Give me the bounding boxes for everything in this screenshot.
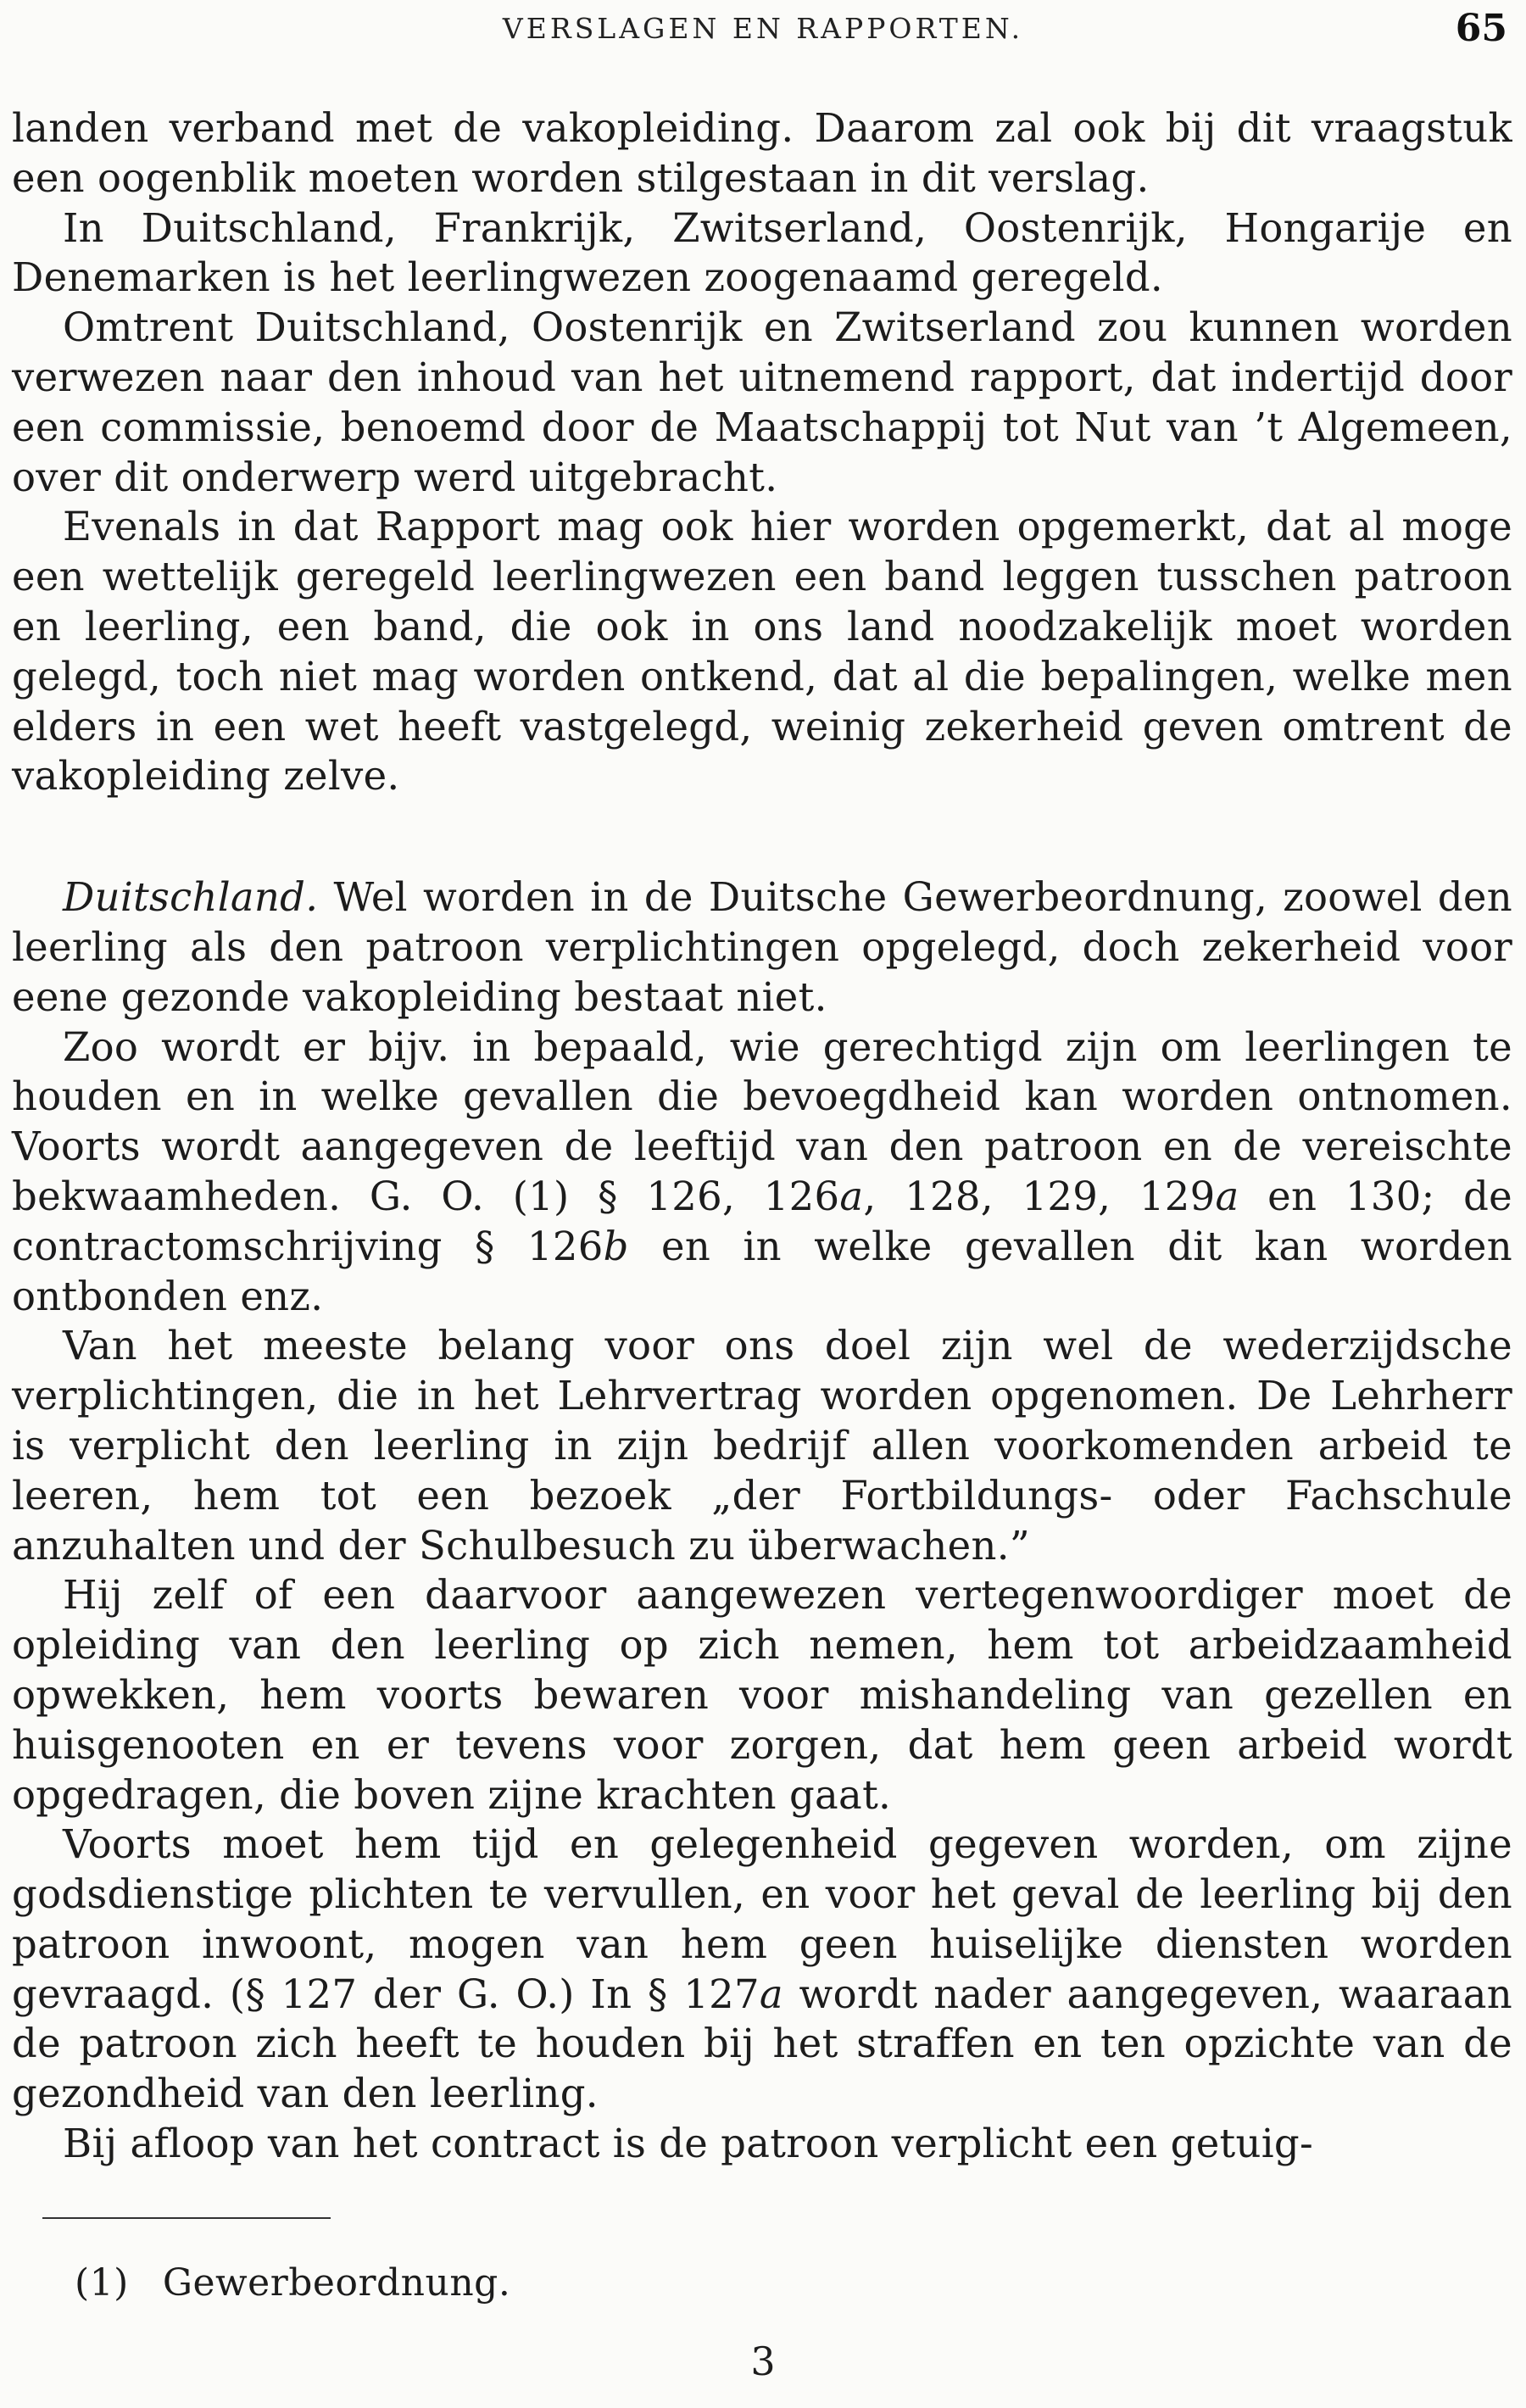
paragraph: Omtrent Duitschland, Oostenrijk en Zwitserland zou kunnen worden verwezen naar den inhoud van het uitnemend rapport, dat indertijd door een commissie, benoemd door de Maatschappij tot Nut van ’t Algemeen, over dit onderwerp werd uitgebracht. <box>12 304 1512 500</box>
text-run: en in welke gevallen dit kan worden ontbonden enz. <box>12 1223 1512 1319</box>
paragraph: landen verband met de vakopleiding. Daarom zal ook bij dit vraagstuk een oogenblik moeten worden stilgestaan in dit verslag. <box>12 105 1512 201</box>
text-run: wordt nader aangegeven, waaraan de patroon zich heeft te houden bij het straffen en ten opzichte van de gezondheid van den leerling. <box>12 1970 1512 2117</box>
text-run: en 130; de contractomschrijving § 126 <box>12 1173 1512 1269</box>
running-title: VERSLAGEN EN RAPPORTEN. <box>502 12 1024 45</box>
paragraph: Van het meeste belang voor ons doel zijn wel de wederzijdsche verplichtingen, die in het Lehrvertrag worden opgenomen. De Lehrherr is verplicht den leerling in zijn bedrijf allen voorkomenden arbeid te leeren, hem tot een bezoek „der Fortbildungs- oder Fachschule anzuhalten und der Schulbesuch zu überwachen.” <box>12 1323 1512 1569</box>
text-run: , 128, 129, 129 <box>863 1173 1216 1219</box>
body-text <box>12 103 1512 2169</box>
italic-run: a <box>1215 1173 1239 1219</box>
page-header <box>0 7 1526 58</box>
footnote-text: Gewerbeordnung. <box>162 2261 511 2305</box>
page-number: 65 <box>1455 7 1507 50</box>
section-intro-text: Wel worden in de Duitsche Gewerbeordnung, zoowel den leerling als den patroon verplichtingen opgelegd, doch zekerheid voor eene gezonde vakopleiding bestaat niet. <box>12 874 1512 1020</box>
section-heading: Duitschland. <box>63 874 319 921</box>
paragraph: Evenals in dat Rapport mag ook hier worden opgemerkt, dat al moge een wettelijk geregeld leerlingwezen een band leggen tusschen patroon en leerling, een band, die ook in ons land noodzakelijk moet worden gelegd, toch niet mag worden ontkend, dat al die bepalingen, welke men elders in een wet heeft vastgelegd, weinig zekerheid geven omtrent de vakopleiding zelve. <box>12 504 1512 800</box>
paragraph: Bij afloop van het contract is de patroon verplicht een getuig- <box>63 2121 1313 2167</box>
text-run: Voorts moet hem tijd en gelegenheid gegeven worden, om zijne godsdienstige plichten te vervullen, en voor het geval de leerling bij den patroon inwoont, mogen van hem geen huiselijke diensten worden gevraagd. (§ 127 der G. O.) In § 127 <box>12 1821 1512 2017</box>
sheet-number: 3 <box>750 2338 776 2384</box>
footnote <box>75 2260 510 2307</box>
paragraph: Hij zelf of een daarvoor aangewezen vertegenwoordiger moet de opleiding van den leerling op zich nemen, hem tot arbeidzaamheid opwekken, hem voorts bewaren voor mishandeling van gezellen en huisgenooten en er tevens voor zorgen, dat hem geen arbeid wordt opgedragen, die boven zijne krachten gaat. <box>12 1572 1512 1818</box>
paragraph <box>12 1820 1512 2119</box>
text-run: Zoo wordt er bijv. in bepaald, wie gerechtigd zijn om leerlingen te houden en in welke gevallen die bevoegdheid kan worden ontnomen. Voorts wordt aangegeven de leeftijd van den patroon en de vereischte bekwaamheden. G. O. (1) § 126, 126 <box>12 1023 1512 1219</box>
footnote-rule <box>42 2217 331 2219</box>
section-intro-paragraph <box>12 872 1512 1022</box>
footnote-marker: (1) <box>75 2261 129 2305</box>
paragraph: In Duitschland, Frankrijk, Zwitserland, Oostenrijk, Hongarije en Denemarken is het leerlingwezen zoogenaamd geregeld. <box>12 204 1512 301</box>
section-gap <box>12 801 1512 872</box>
italic-run: a <box>839 1173 864 1219</box>
italic-run: a <box>759 1970 783 2017</box>
italic-run: b <box>603 1223 629 1269</box>
paragraph <box>12 1023 1512 1322</box>
